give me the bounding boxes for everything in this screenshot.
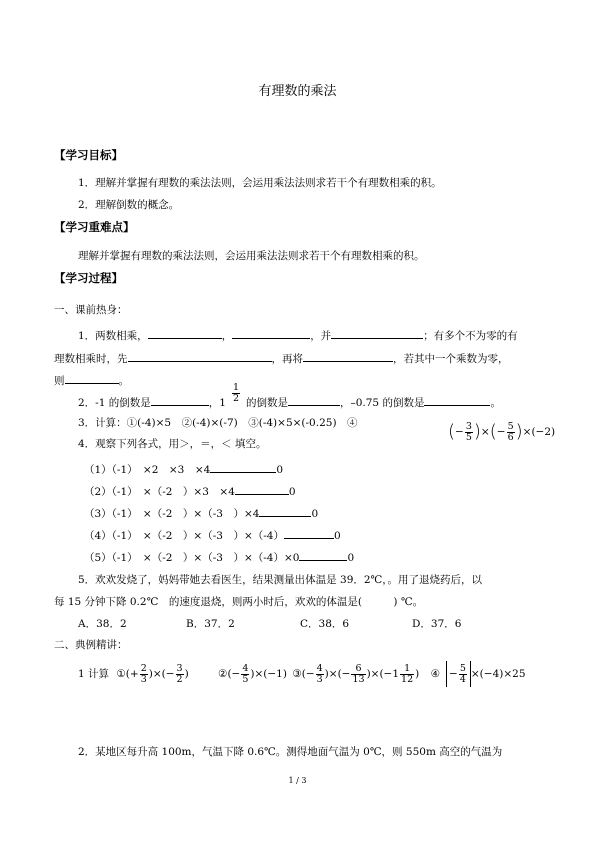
q2-frac-num: 1 <box>232 381 239 393</box>
q5-option-c: C．38．6 <box>300 618 350 630</box>
q3-frac-1-den: 5 <box>465 431 472 443</box>
warmup-heading: 一、课前热身： <box>54 304 128 316</box>
ex1-2-f-den: 5 <box>242 673 249 685</box>
q3-paren-close-2: ) <box>515 421 523 442</box>
ex1-1-mid: )×(− <box>148 668 175 680</box>
q1-text-e: 理数相乘时，先 <box>54 353 128 365</box>
ex1-4-end: ×(−4)×25 <box>470 668 526 680</box>
q1-text-b: ， <box>221 330 233 342</box>
q4-item-4-expr: （4）（-1） ×（-2 ）×（-3 ）×（-4） <box>84 530 284 542</box>
q1-blank-3[interactable] <box>331 327 423 339</box>
q3-paren-open-1: ( <box>448 421 456 442</box>
q4-zero-3: 0 <box>311 508 319 520</box>
q4-zero-4: 0 <box>334 530 341 542</box>
q1-blank-6[interactable] <box>65 372 119 384</box>
q3-times: × <box>480 426 490 438</box>
goal-2: 2．理解倒数的概念。 <box>78 199 180 211</box>
q2-blank-2[interactable] <box>288 394 340 406</box>
q3-expression-4 <box>448 418 555 446</box>
warmup-q2 <box>78 381 501 418</box>
goal-1: 1．理解并掌握有理数的乘法法则，会运用乘法法则求若干个有理数相乘的积。 <box>78 177 442 189</box>
q4-zero-1: 0 <box>276 464 284 476</box>
q3-frac-2-den: 6 <box>507 431 514 443</box>
warmup-q4-heading: 4．观察下列各式，用＞，＝，＜ 填空。 <box>78 438 267 450</box>
q1-text-a: 1．两数相乘， <box>78 330 148 342</box>
q2-text-a: 2．-1 的倒数是 <box>78 397 151 409</box>
warmup-q3: 3．计算：①(-4)×5 ②(-4)×(-7) ③(-4)×5×(-0.25) ④ <box>78 417 358 429</box>
ex1-label: 1 计算 <box>78 668 110 680</box>
q4-blank-5[interactable] <box>299 549 347 561</box>
q1-text-d: ；有多个不为零的有 <box>423 330 518 342</box>
ex1-2-frac <box>241 664 249 685</box>
warmup-q1-line3 <box>54 372 129 388</box>
ex1-3-f3-num: 1 <box>404 662 411 674</box>
ex1-3-frac-2 <box>351 664 365 685</box>
ex1-4-frac <box>459 664 467 685</box>
ex1-4-pre: ④ <box>430 668 441 680</box>
ex1-1-pre: ①(+ <box>116 668 139 680</box>
q4-zero-5: 0 <box>347 552 355 564</box>
q4-item-3 <box>84 505 318 521</box>
q5-option-d: D．37．6 <box>412 618 462 630</box>
ex1-1-frac-2 <box>176 664 184 685</box>
q2-fraction <box>232 383 240 404</box>
q3-paren-open-2: ( <box>489 421 497 442</box>
example-1 <box>78 659 526 689</box>
q5-option-b: B．37．2 <box>186 618 235 630</box>
ex1-1-f1-num: 2 <box>140 662 147 674</box>
keypoints-text: 理解并掌握有理数的乘法法则，会运用乘法法则求若干个有理数相乘的积。 <box>78 250 425 262</box>
warmup-q1-line1 <box>78 327 518 343</box>
q4-blank-4[interactable] <box>284 527 334 539</box>
ex1-4-absolute-value <box>446 661 471 687</box>
ex1-3-f2-num: 6 <box>355 662 362 674</box>
q4-item-5-expr: （5）（-1） ×（-2 ）×（-3 ）×（-4）×0 <box>84 552 300 564</box>
ex1-3-f2-den: 13 <box>352 673 365 685</box>
ex1-3-frac-1 <box>316 664 324 685</box>
q4-item-1 <box>84 461 283 477</box>
ex1-part-3 <box>292 662 420 685</box>
ex1-4-f-num: 5 <box>459 662 466 674</box>
q4-blank-1[interactable] <box>210 461 276 473</box>
warmup-q5-line2: 每 15 分钟下降 0.2℃ 的速度退烧，则两小时后，欢欢的体温是( ) ℃。 <box>54 596 424 608</box>
q3-frac-1 <box>465 422 473 443</box>
q1-blank-2[interactable] <box>232 327 310 339</box>
q1-text-c: ，并 <box>310 330 332 342</box>
ex1-3-mid2: )×(−1 <box>366 668 400 680</box>
ex1-1-end: ) <box>184 668 189 680</box>
q4-item-2-expr: （2）（-1） ×（-2 ）×3 ×4 <box>84 486 235 498</box>
ex1-3-end: ) <box>415 668 420 680</box>
ex1-2-end: )×(−1) <box>250 668 287 680</box>
q2-text-c: 的倒数是 <box>245 397 288 409</box>
ex1-3-mid1: )×(− <box>324 668 351 680</box>
q1-text-h: 则 <box>54 375 65 387</box>
page-number: 1 / 3 <box>288 776 307 785</box>
ex1-4-minus: − <box>449 668 458 680</box>
example-2: 2．某地区每升高 100m，气温下降 0.6℃。测得地面气温为 0℃，则 550m 高空的气温为 <box>78 746 503 758</box>
ex1-4-f-den: 4 <box>459 673 466 685</box>
q1-blank-4[interactable] <box>128 350 272 362</box>
q1-blank-1[interactable] <box>148 327 222 339</box>
ex1-3-frac-3 <box>400 664 414 685</box>
q4-blank-3[interactable] <box>259 505 311 517</box>
ex1-1-f2-den: 2 <box>176 673 183 685</box>
page-title: 有理数的乘法 <box>258 84 337 99</box>
q3-minus-2: − <box>496 426 506 438</box>
keypoints-heading: 【学习重难点】 <box>54 220 135 234</box>
q2-blank-3[interactable] <box>424 394 490 406</box>
q3-frac-2 <box>507 422 515 443</box>
q4-blank-2[interactable] <box>235 483 289 495</box>
q2-text-d: ，–0.75 的倒数是 <box>339 397 425 409</box>
q1-text-i: 。 <box>118 375 129 387</box>
ex1-3-f1-den: 3 <box>316 673 323 685</box>
q4-zero-2: 0 <box>288 486 296 498</box>
process-heading: 【学习过程】 <box>54 271 123 285</box>
q3-frac-1-num: 3 <box>465 420 472 432</box>
q5-option-a: A．38．2 <box>78 618 127 630</box>
q3-paren-close-1: ) <box>473 421 481 442</box>
q4-item-4 <box>84 527 341 543</box>
warmup-q1-line2 <box>54 350 509 366</box>
q2-text-e: 。 <box>490 397 501 409</box>
ex1-3-pre: ③(− <box>292 668 315 680</box>
q3-frac-2-num: 5 <box>507 420 514 432</box>
q1-blank-5[interactable] <box>303 350 393 362</box>
q1-text-f: ，再将 <box>271 353 303 365</box>
ex1-2-pre: ②(− <box>218 668 241 680</box>
q4-item-1-expr: （1）（-1） ×2 ×3 ×4 <box>84 464 211 476</box>
warmup-q5-line1: 5．欢欢发烧了，妈妈带她去看医生，结果测量出体温是 39．2℃，。用了退烧药后，以 <box>78 574 483 586</box>
goals-heading: 【学习目标】 <box>54 148 123 162</box>
ex1-part-1 <box>116 662 189 685</box>
q4-item-5 <box>84 549 354 565</box>
ex1-3-f3-den: 12 <box>401 673 414 685</box>
ex1-1-frac-1 <box>140 664 148 685</box>
examples-heading: 二、典例精讲： <box>54 639 128 651</box>
q2-text-b: ，1 <box>208 397 226 409</box>
q2-blank-1[interactable] <box>151 394 209 406</box>
ex1-3-f1-num: 4 <box>316 662 323 674</box>
q1-text-g: ，若其中一个乘数为零， <box>393 353 509 365</box>
q4-item-3-expr: （3）（-1） ×（-2 ）×（-3 ）×4 <box>84 508 260 520</box>
q3-tail: ×(−2) <box>522 426 556 438</box>
q4-item-2 <box>84 483 296 499</box>
ex1-2-f-num: 4 <box>242 662 249 674</box>
ex1-1-f2-num: 3 <box>176 662 183 674</box>
ex1-part-4 <box>430 662 526 685</box>
q2-frac-den: 2 <box>232 392 239 404</box>
ex1-1-f1-den: 3 <box>140 673 147 685</box>
ex1-part-2 <box>218 662 287 685</box>
q3-minus-1: − <box>455 426 464 438</box>
